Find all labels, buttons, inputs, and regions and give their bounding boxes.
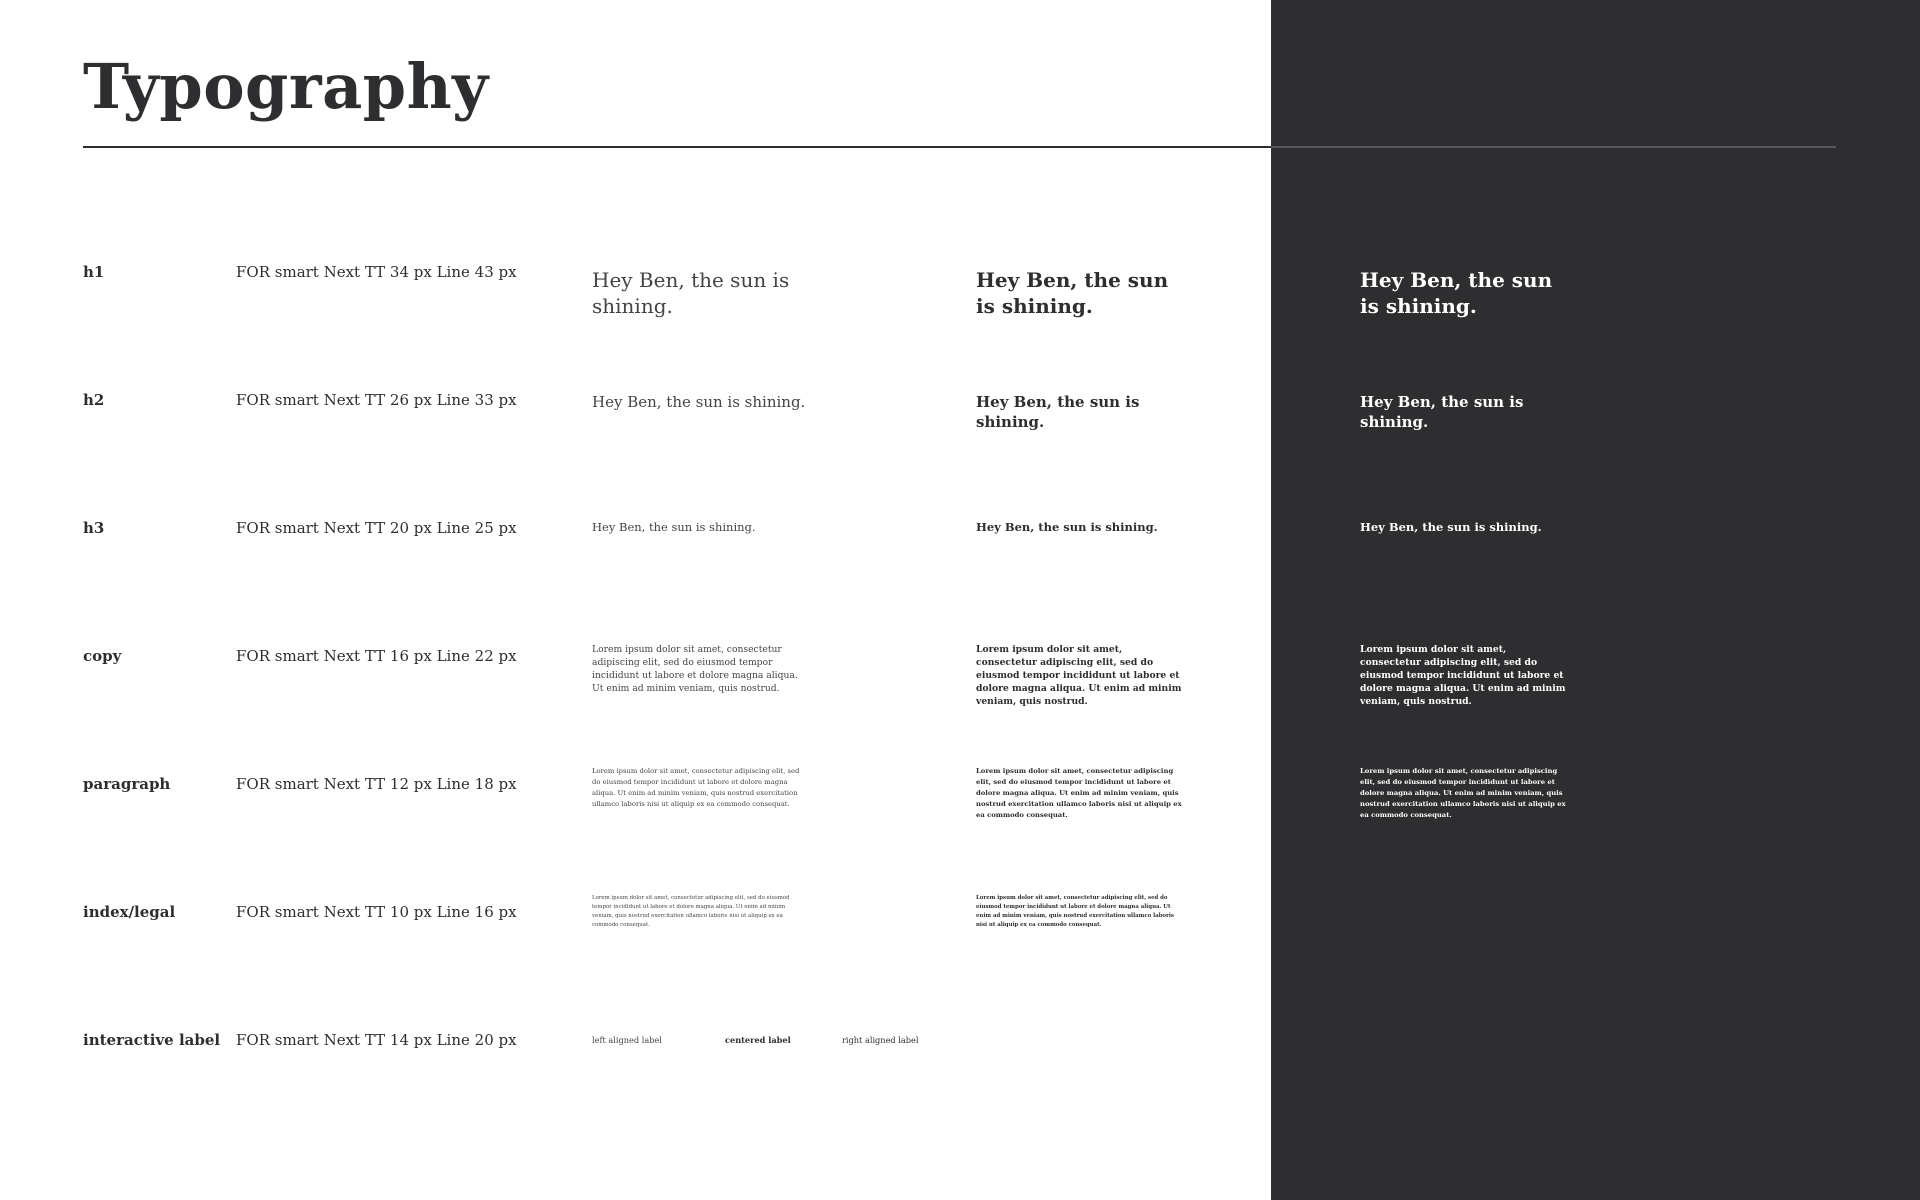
style-name: h3 — [83, 519, 105, 537]
style-name: h1 — [83, 263, 105, 281]
style-spec: FOR smart Next TT 26 px Line 33 px — [236, 391, 517, 409]
title-divider-dark — [1271, 146, 1836, 148]
style-name: paragraph — [83, 775, 171, 793]
style-name: index/legal — [83, 903, 176, 921]
sample-inverse: Lorem ipsum dolor sit amet, consectetur adipiscing elit, sed do eiusmod tempor incididunt ut labore et dolore magna aliqua. Ut enim ad minim veniam, quis nostrud exercitation ullamco laboris nisi ut aliquip ex ea commodo consequat. — [1360, 767, 1566, 819]
left-aligned-label: left aligned label — [592, 1035, 662, 1045]
style-spec: FOR smart Next TT 12 px Line 18 px — [236, 775, 517, 793]
dark-theme-panel — [1271, 0, 1920, 1200]
style-name: interactive label — [83, 1031, 221, 1049]
style-spec: FOR smart Next TT 20 px Line 25 px — [236, 519, 517, 537]
sample-inverse: Lorem ipsum dolor sit amet, consectetur adipiscing elit, sed do eiusmod tempor incididunt ut labore et dolore magna aliqua. Ut enim ad minim veniam, quis nostrud. — [1360, 644, 1566, 707]
sample-regular: Hey Ben, the sun is shining. — [592, 393, 806, 411]
style-spec: FOR smart Next TT 34 px Line 43 px — [236, 263, 517, 281]
style-spec: FOR smart Next TT 10 px Line 16 px — [236, 903, 517, 921]
style-spec: FOR smart Next TT 14 px Line 20 px — [236, 1031, 517, 1049]
style-name: h2 — [83, 391, 105, 409]
sample-bold: Hey Ben, the sun is shining. — [976, 520, 1158, 534]
title-divider — [83, 146, 1271, 148]
sample-bold: Hey Ben, the sun is shining. — [976, 393, 1140, 431]
sample-bold: Lorem ipsum dolor sit amet, consectetur adipiscing elit, sed do eiusmod tempor incididunt ut labore et dolore magna aliqua. Ut enim ad minim veniam, quis nostrud exercitation ullamco laboris nisi ut aliquip ex ea commodo consequat. — [976, 895, 1174, 928]
sample-regular: Lorem ipsum dolor sit amet, consectetur adipiscing elit, sed do eiusmod tempor incididunt ut labore et dolore magna aliqua. Ut enim ad minim veniam, quis nostrud exercitation ullamco laboris nisi ut aliquip ex ea commodo consequat. — [592, 895, 790, 928]
style-spec: FOR smart Next TT 16 px Line 22 px — [236, 647, 517, 665]
sample-bold: Hey Ben, the sun is shining. — [976, 268, 1169, 318]
sample-regular: Lorem ipsum dolor sit amet, consectetur adipiscing elit, sed do eiusmod tempor incididunt ut labore et dolore magna aliqua. Ut enim ad minim veniam, quis nostrud exercitation ullamco laboris nisi ut aliquip ex ea commodo consequat. — [592, 767, 800, 808]
sample-regular: Hey Ben, the sun is shining. — [592, 268, 790, 318]
style-name: copy — [83, 647, 122, 665]
sample-inverse: Hey Ben, the sun is shining. — [1360, 393, 1524, 431]
sample-regular: Hey Ben, the sun is shining. — [592, 520, 756, 534]
sample-bold: Lorem ipsum dolor sit amet, consectetur adipiscing elit, sed do eiusmod tempor incididunt ut labore et dolore magna aliqua. Ut enim ad minim veniam, quis nostrud. — [976, 644, 1182, 707]
sample-inverse: Hey Ben, the sun is shining. — [1360, 520, 1542, 534]
sample-bold: Lorem ipsum dolor sit amet, consectetur adipiscing elit, sed do eiusmod tempor incididunt ut labore et dolore magna aliqua. Ut enim ad minim veniam, quis nostrud exercitation ullamco laboris nisi ut aliquip ex ea commodo consequat. — [976, 767, 1182, 819]
right-aligned-label: right aligned label — [842, 1035, 919, 1045]
page-title: Typography — [83, 50, 489, 123]
sample-inverse: Hey Ben, the sun is shining. — [1360, 268, 1553, 318]
sample-regular: Lorem ipsum dolor sit amet, consectetur adipiscing elit, sed do eiusmod tempor incididunt ut labore et dolore magna aliqua. Ut enim ad minim veniam, quis nostrud. — [592, 644, 798, 694]
centered-label: centered label — [725, 1035, 791, 1045]
